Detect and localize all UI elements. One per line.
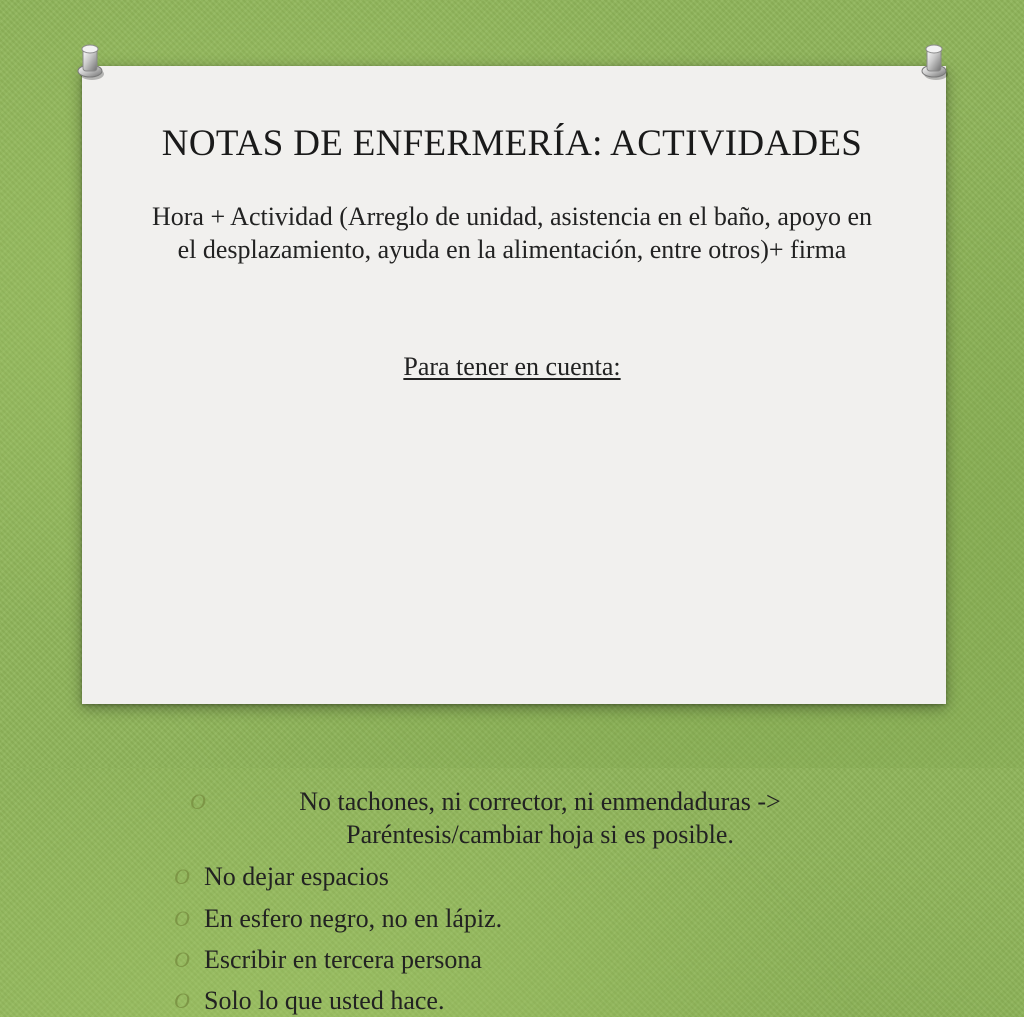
bullet-marker-icon: O [174, 864, 190, 889]
thumbtack-icon [66, 40, 114, 88]
intro-paragraph: Hora + Actividad (Arreglo de unidad, asistencia en el baño, apoyo en el desplazamiento, ayuda en la alimentación, entre otros)+ firma [151, 202, 873, 264]
list-item-text: No tachones, ni corrector, ni enmendaduras -> Paréntesis/cambiar hoja si es posible. [299, 787, 781, 849]
bullet-marker-icon: O [190, 789, 206, 814]
bullet-marker-icon: O [174, 988, 190, 1013]
list-item [174, 860, 854, 893]
list-item [174, 943, 854, 976]
list-item [174, 902, 854, 935]
list-item-text: No dejar espacios [204, 862, 389, 891]
list-item-text: Escribir en tercera persona [204, 945, 482, 974]
list-item-text: Solo lo que usted hace. [204, 986, 445, 1015]
list-item-text: En esfero negro, no en lápiz. [204, 904, 503, 933]
bullet-marker-icon: O [174, 906, 190, 931]
bullet-marker-icon: O [174, 947, 190, 972]
list-item [190, 785, 870, 851]
slide-title: NOTAS DE ENFERMERÍA: ACTIVIDADES [161, 123, 863, 164]
list-item [174, 984, 854, 1017]
section-subheading: Para tener en cuenta: [403, 352, 621, 381]
thumbtack-icon [910, 40, 958, 88]
